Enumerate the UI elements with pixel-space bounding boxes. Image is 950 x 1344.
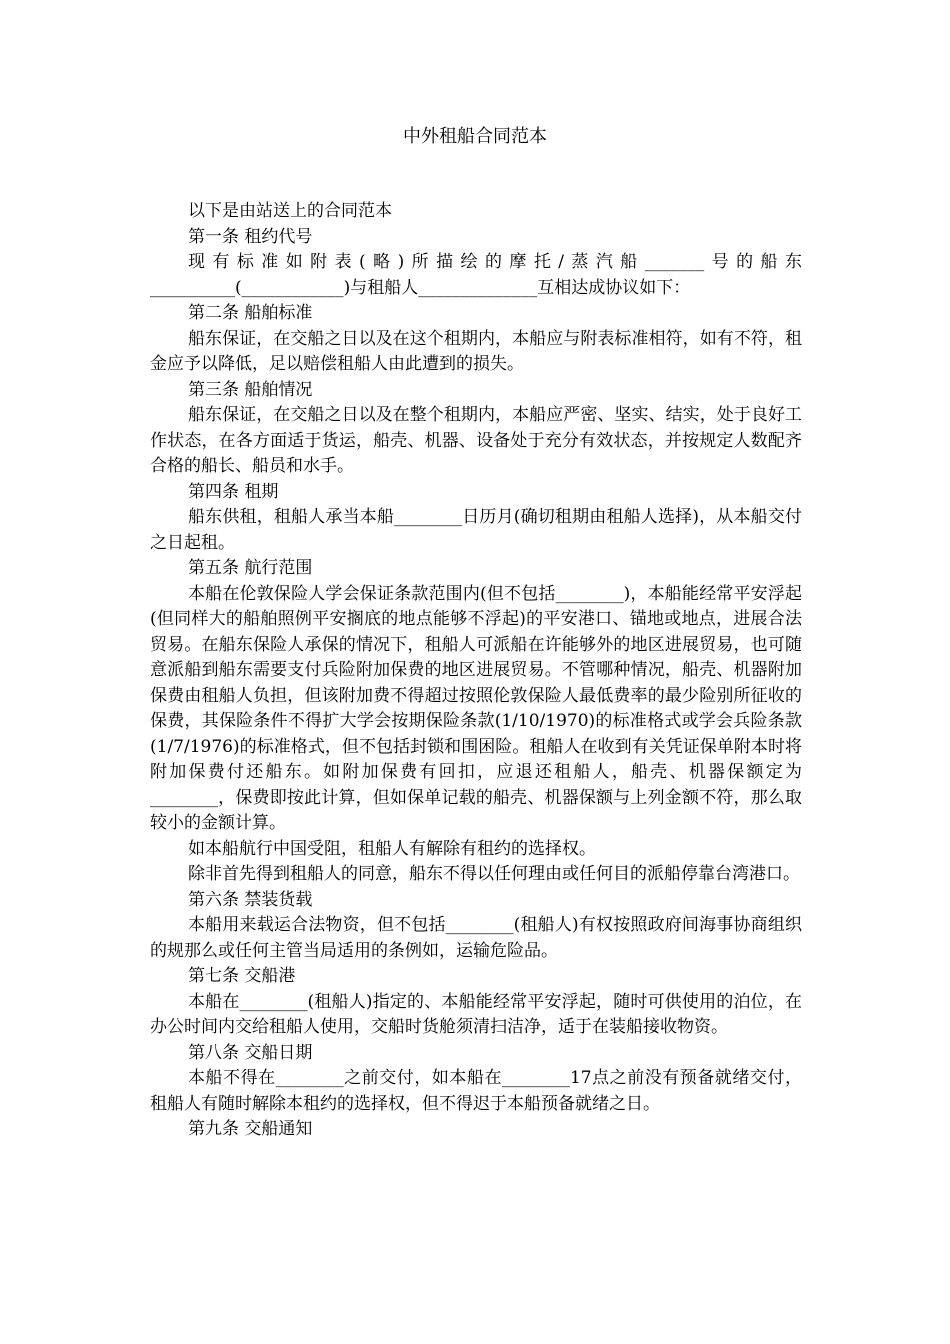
- article-5-text-3: 除非首先得到租船人的同意，船东不得以任何理由或任何目的派船停靠台湾港口。: [188, 864, 800, 884]
- article-7-heading: 第七条 交船港: [188, 966, 296, 986]
- article-5-heading: 第五条 航行范围: [188, 558, 313, 578]
- article-7-text: 本船在________(租船人)指定的、本船能经常平安浮起，随时可供使用的泊位，在办公时间内交给租船人使用，交船时货舱须清扫洁净，适于在装船接收物资。: [150, 991, 802, 1037]
- document-body: [150, 199, 802, 1143]
- article-1-text: 现有标准如附表(略)所描绘的摩托/蒸汽船_______号的船东__________(____________)与租船人______________互相达成协议如下：: [150, 252, 802, 298]
- article-1-heading: 第一条 租约代号: [188, 226, 313, 247]
- article-4-heading: 第四条 租期: [188, 481, 279, 502]
- article-5-text: 本船在伦敦保险人学会保证条款范围内(但不包括________)，本船能经常平安浮起(但同样大的船舶照例平安搁底的地点能够不浮起)的平安港口、锚地或地点，进展合法贸易。在船东保险人承保的情况下，租船人可派船在许能够外的地区进展贸易，也可随意派船到船东需要支付兵险附加保费的地区进展贸易。不管哪种情况，船壳、机器附加保费由租船人负担，但该附加费不得超过按照伦敦保险人最低费率的最少险别所征收的保费，其保险条件不得扩大学会按期保险条款(1/10/1970)的标准格式或学会兵险条款(1/7/1976)的标准格式，但不包括封锁和围困险。租船人在收到有关凭证保单附本时将附加保费付还船东。如附加保费有回扣，应退还租船人，船壳、机器保额定为________，保费即按此计算，但如保单记载的船壳、机器保额与上列金额不符，那么取较小的金额计算。: [150, 583, 802, 833]
- article-2-text: 船东保证，在交船之日以及在这个租期内，本船应与附表标准相符，如有不符，租金应予以降低，足以赔偿租船人由此遭到的损失。: [150, 328, 802, 374]
- document-title: 中外租船合同范本: [403, 126, 547, 147]
- article-3-text: 船东保证，在交船之日以及在整个租期内，本船应严密、坚实、结实，处于良好工作状态，在各方面适于货运，船壳、机器、设备处于充分有效状态，并按规定人数配齐合格的船长、船员和水手。: [150, 405, 802, 476]
- article-8-text: 本船不得在________之前交付，如本船在________17点之前没有预备就绪交付，租船人有随时解除本租约的选择权，但不得迟于本船预备就绪之日。: [150, 1068, 802, 1114]
- article-5-text-2: 如本船航行中国受阻，租船人有解除有租约的选择权。: [188, 838, 596, 859]
- article-4-text: 船东供租，租船人承当本船________日历月(确切租期由租船人选择)，从本船交付之日起租。: [150, 507, 802, 553]
- article-9-heading: 第九条 交船通知: [188, 1119, 313, 1139]
- article-2-heading: 第二条 船舶标准: [188, 303, 313, 323]
- intro-paragraph: 以下是由站送上的合同范本: [188, 201, 392, 221]
- article-3-heading: 第三条 船舶情况: [188, 379, 313, 400]
- article-6-heading: 第六条 禁装货载: [188, 889, 313, 910]
- article-6-text: 本船用来载运合法物资，但不包括________(租船人)有权按照政府间海事协商组织的规那么或任何主管当局适用的条例如，运输危险品。: [150, 915, 802, 961]
- article-8-heading: 第八条 交船日期: [188, 1042, 313, 1063]
